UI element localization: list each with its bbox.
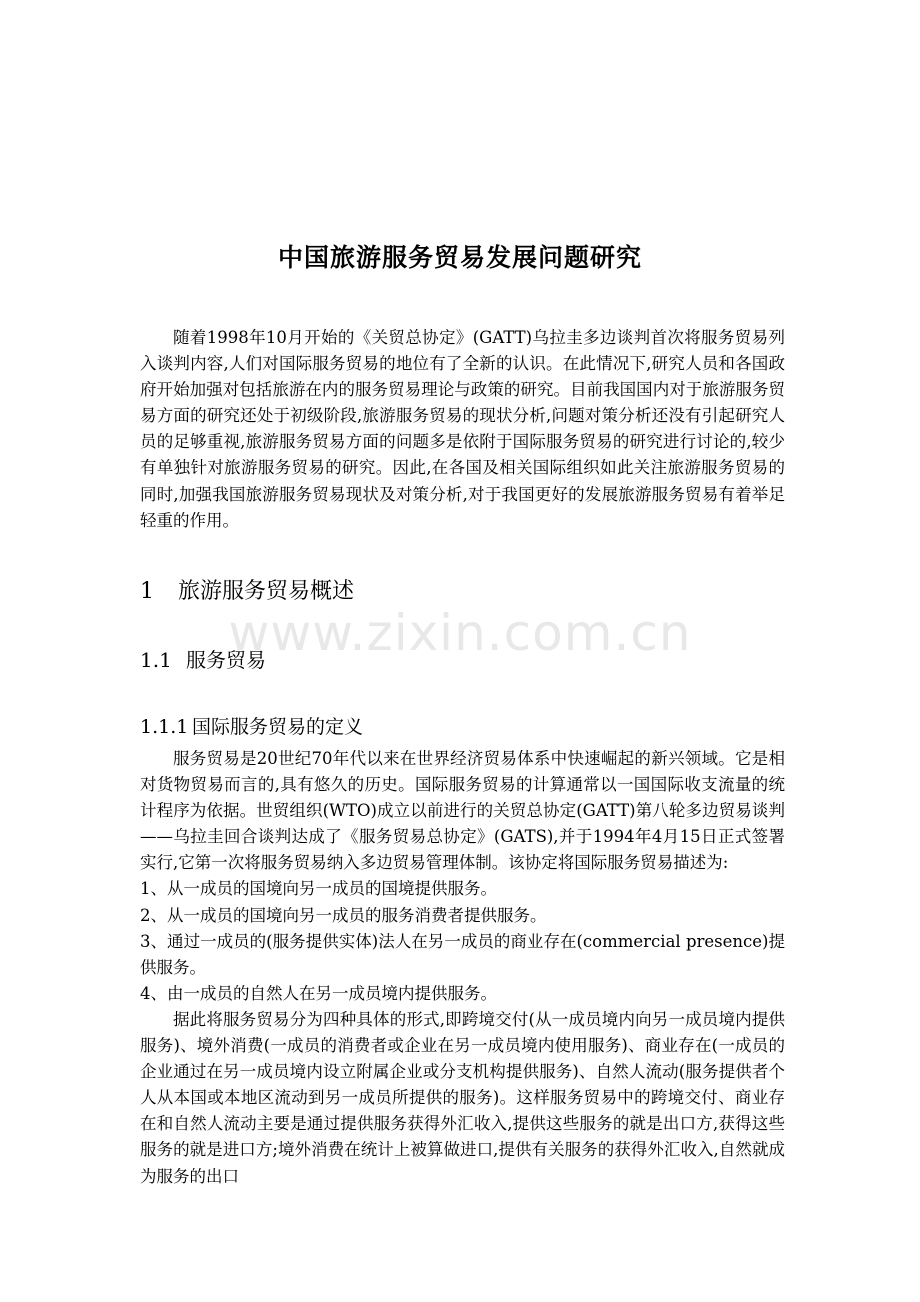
watermark: www.zixin.com.cn bbox=[228, 604, 692, 662]
list-item: 2、从一成员的国境向另一成员的服务消费者提供服务。 bbox=[140, 905, 547, 925]
section-1-title: 旅游服务贸易概述 bbox=[178, 579, 355, 604]
list-item: 4、由一成员的自然人在另一成员境内提供服务。 bbox=[140, 983, 497, 1003]
paragraph-2: 据此将服务贸易分为四种具体的形式,即跨境交付(从一成员境内向另一成员境内提供服务)、境外消费(一成员的消费者或企业在另一成员境内使用服务)、商业存在(一成员的企业通过在另一成员境内设立附属企业或分支机构提供服务)、自然人流动(服务提供者个人从本国或本地区流动到另一成员所提供的服务)。这样服务贸易中的跨境交付、商业存在和自然人流动主要是通过提供服务获得外汇收入,提供这些服务的就是出口方,获得这些服务的就是进口方;境外消费在统计上被算做进口,提供有关服务的获得外汇收入,自然就成为服务的出口 bbox=[140, 1009, 785, 1186]
section-1-1-1-number: 1.1.1 bbox=[140, 716, 189, 738]
section-1-1-title: 服务贸易 bbox=[186, 648, 266, 672]
section-1-number: 1 bbox=[140, 579, 154, 604]
section-1-1-heading bbox=[140, 644, 266, 673]
document-title: 中国旅游服务贸易发展问题研究 bbox=[277, 243, 642, 272]
section-1-heading bbox=[140, 574, 354, 605]
list-item: 3、通过一成员的(服务提供实体)法人在另一成员的商业存在(commercial presence)提供服务。 bbox=[140, 931, 785, 977]
intro-paragraph-block bbox=[140, 325, 785, 534]
body-text-block bbox=[140, 746, 785, 1190]
section-1-1-1-heading bbox=[140, 712, 363, 739]
section-1-1-number: 1.1 bbox=[140, 648, 172, 672]
paragraph-1: 服务贸易是20世纪70年代以来在世界经济贸易体系中快速崛起的新兴领域。它是相对货物贸易而言的,具有悠久的历史。国际服务贸易的计算通常以一国国际收支流量的统计程序为依据。世贸组织(WTO)成立以前进行的关贸总协定(GATT)第八轮多边贸易谈判——乌拉圭回合谈判达成了《服务贸易总协定》(GATS),并于1994年4月15日正式签署实行,它第一次将服务贸易纳入多边贸易管理体制。该协定将国际服务贸易描述为: bbox=[140, 749, 785, 873]
intro-paragraph: 随着1998年10月开始的《关贸总协定》(GATT)乌拉圭多边谈判首次将服务贸易列入谈判内容,人们对国际服务贸易的地位有了全新的认识。在此情况下,研究人员和各国政府开始加强对包括旅游在内的服务贸易理论与政策的研究。目前我国国内对于旅游服务贸易方面的研究还处于初级阶段,旅游服务贸易的现状分析,问题对策分析还没有引起研究人员的足够重视,旅游服务贸易方面的问题多是依附于国际服务贸易的研究进行讨论的,较少有单独针对旅游服务贸易的研究。因此,在各国及相关国际组织如此关注旅游服务贸易的同时,加强我国旅游服务贸易现状及对策分析,对于我国更好的发展旅游服务贸易有着举足轻重的作用。 bbox=[140, 328, 785, 530]
section-1-1-1-title: 国际服务贸易的定义 bbox=[192, 716, 364, 738]
list-item: 1、从一成员的国境向另一成员的国境提供服务。 bbox=[140, 879, 497, 899]
